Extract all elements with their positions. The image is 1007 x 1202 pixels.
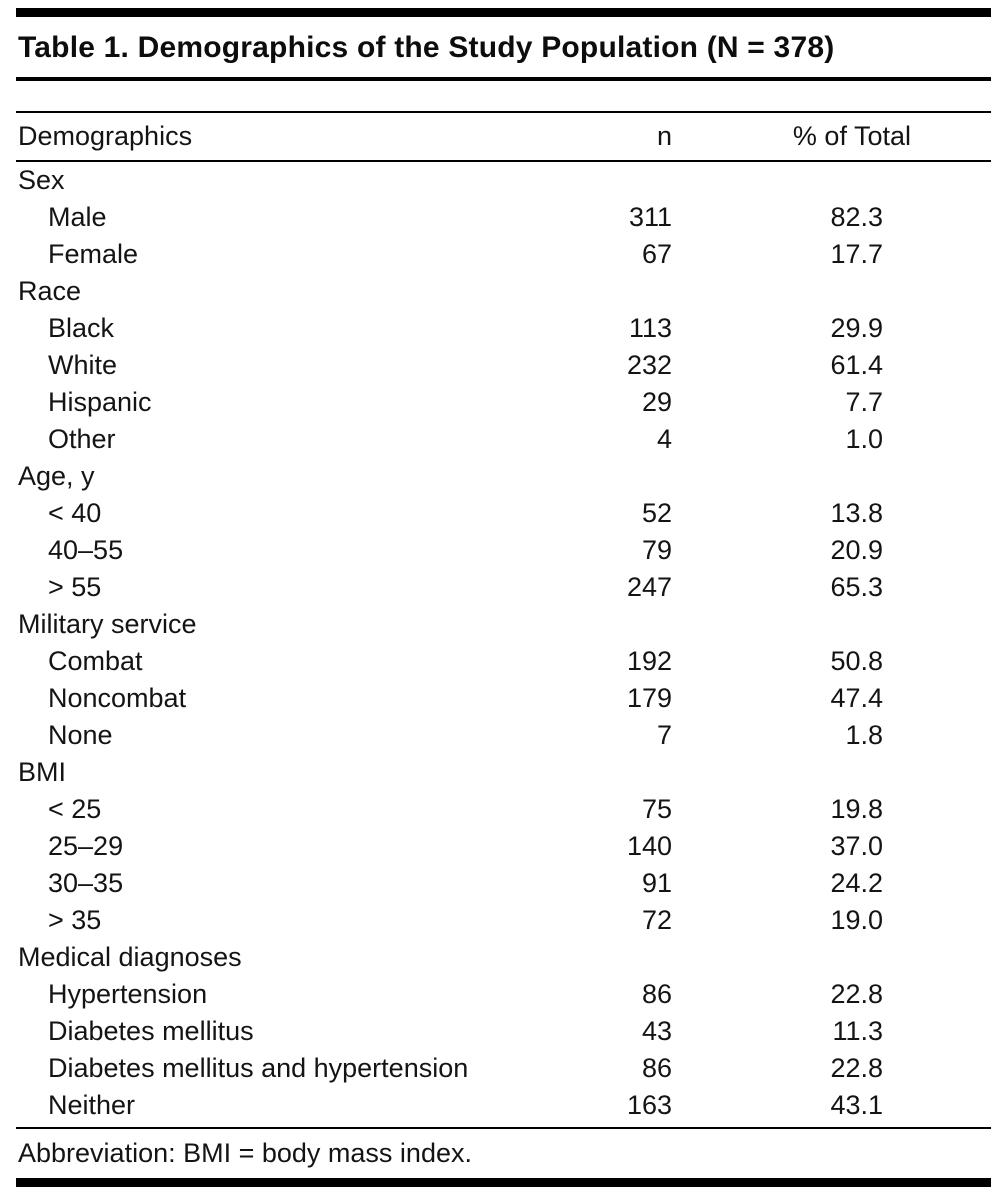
- table-row: [16, 236, 991, 273]
- n-value: 4: [656, 424, 672, 454]
- bottom-rule: [16, 1178, 991, 1187]
- column-header-n: n: [656, 121, 672, 151]
- top-rule: [16, 8, 991, 17]
- table-row: [16, 828, 991, 865]
- n-value: 29: [641, 387, 672, 417]
- percent-value: 1.8: [845, 720, 883, 750]
- table-row: [16, 421, 991, 458]
- n-value: 86: [641, 979, 672, 1009]
- row-label: Other: [48, 424, 116, 454]
- n-value: 67: [641, 239, 672, 269]
- n-value: 7: [656, 720, 672, 750]
- group-header-row: [16, 606, 991, 643]
- row-label: Black: [48, 313, 115, 343]
- n-value: 179: [626, 683, 672, 713]
- table-body: [16, 162, 991, 1124]
- n-value: 91: [641, 868, 672, 898]
- table-row: [16, 569, 991, 606]
- percent-value: 50.8: [830, 646, 883, 676]
- table-title: Table 1. Demographics of the Study Population (N = 378): [18, 31, 835, 64]
- n-value: 192: [626, 646, 672, 676]
- row-label: Female: [48, 239, 139, 269]
- table-row: [16, 717, 991, 754]
- row-label: Noncombat: [48, 683, 187, 713]
- n-value: 86: [641, 1053, 672, 1083]
- percent-value: 13.8: [830, 498, 883, 528]
- group-header-row: [16, 939, 991, 976]
- table-row: [16, 532, 991, 569]
- table-row: [16, 1013, 991, 1050]
- table-row: [16, 199, 991, 236]
- row-label: 25–29: [48, 831, 124, 861]
- n-value: 232: [626, 350, 672, 380]
- table-row: [16, 347, 991, 384]
- row-label: None: [48, 720, 113, 750]
- percent-value: 17.7: [830, 239, 883, 269]
- percent-value: 43.1: [830, 1090, 883, 1120]
- n-value: 43: [641, 1016, 672, 1046]
- n-value: 140: [626, 831, 672, 861]
- column-header-row: [16, 111, 991, 162]
- row-label: Male: [48, 202, 107, 232]
- table-row: [16, 680, 991, 717]
- row-label: Diabetes mellitus: [48, 1016, 254, 1046]
- group-label: Race: [18, 276, 82, 306]
- group-label: Medical diagnoses: [18, 942, 242, 972]
- n-value: 163: [626, 1090, 672, 1120]
- group-label: Sex: [18, 165, 65, 195]
- column-header-demographics: Demographics: [18, 121, 193, 151]
- n-value: 52: [641, 498, 672, 528]
- percent-value: 20.9: [830, 535, 883, 565]
- percent-value: 22.8: [830, 979, 883, 1009]
- percent-value: 1.0: [845, 424, 883, 454]
- group-label: Age, y: [18, 461, 95, 491]
- percent-value: 19.0: [830, 905, 883, 935]
- row-label: < 40: [48, 498, 102, 528]
- group-header-row: [16, 273, 991, 310]
- table-footnote: Abbreviation: BMI = body mass index.: [16, 1127, 991, 1178]
- n-value: 311: [628, 202, 672, 232]
- percent-value: 24.2: [830, 868, 883, 898]
- row-label: < 25: [48, 794, 102, 824]
- table-row: [16, 1087, 991, 1124]
- row-label: White: [48, 350, 118, 380]
- percent-value: 65.3: [830, 572, 883, 602]
- table-row: [16, 902, 991, 939]
- column-header-percent: % of Total: [792, 121, 911, 151]
- percent-value: 82.3: [830, 202, 883, 232]
- table-row: [16, 865, 991, 902]
- percent-value: 22.8: [830, 1053, 883, 1083]
- row-label: Diabetes mellitus and hypertension: [48, 1053, 469, 1083]
- n-value: 72: [641, 905, 672, 935]
- percent-value: 29.9: [830, 313, 883, 343]
- group-header-row: [16, 458, 991, 495]
- percent-value: 37.0: [830, 831, 883, 861]
- row-label: 30–35: [48, 868, 124, 898]
- row-label: Hispanic: [48, 387, 152, 417]
- n-value: 113: [628, 313, 672, 343]
- table-row: [16, 1050, 991, 1087]
- table-row: [16, 791, 991, 828]
- table-row: [16, 310, 991, 347]
- row-label: > 35: [48, 905, 102, 935]
- table-row: [16, 495, 991, 532]
- n-value: 75: [641, 794, 672, 824]
- row-label: Hypertension: [48, 979, 208, 1009]
- n-value: 247: [626, 572, 672, 602]
- table-row: [16, 384, 991, 421]
- row-label: 40–55: [48, 535, 124, 565]
- title-rule: [16, 77, 991, 81]
- table-row: [16, 976, 991, 1013]
- group-header-row: [16, 754, 991, 791]
- group-label: BMI: [18, 757, 67, 787]
- group-label: Military service: [18, 609, 197, 639]
- percent-value: 19.8: [830, 794, 883, 824]
- n-value: 79: [641, 535, 672, 565]
- percent-value: 7.7: [845, 387, 883, 417]
- percent-value: 47.4: [830, 683, 883, 713]
- row-label: > 55: [48, 572, 102, 602]
- percent-value: 61.4: [830, 350, 883, 380]
- table-row: [16, 643, 991, 680]
- row-label: Neither: [48, 1090, 136, 1120]
- group-header-row: [16, 162, 991, 199]
- row-label: Combat: [48, 646, 143, 676]
- percent-value: 11.3: [832, 1016, 883, 1046]
